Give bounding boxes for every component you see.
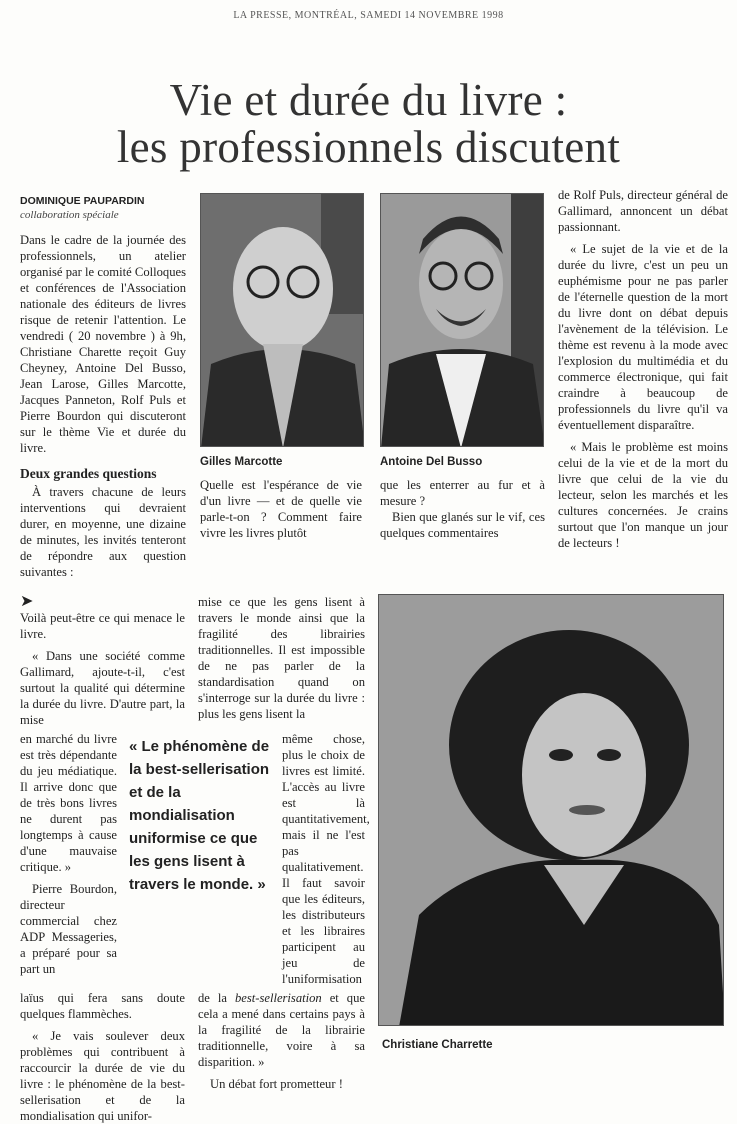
text: et que cela a mené dans certains pays à la fragilité de la librairie traditionnelle, voire à sa disparition. » — [198, 991, 365, 1069]
paragraph: « Dans une société comme Gallimard, ajoute-t-il, c'est surtout la qualité qui détermine la durée du livre. D'autre part, la mise — [20, 649, 185, 727]
headline-line-1: Vie et durée du livre : — [169, 75, 568, 125]
caption-row — [200, 455, 548, 469]
top-section — [20, 187, 728, 580]
paragraph: Dans le cadre de la journée des professionnels, un atelier organisé par le comité Colloques et conférences de l'Association nationale des éditeurs de livres risque de retenir l'attention. Le vendredi ( 20 novembre ) à 9h, Christiane Charette reçoit Guy Cheyney, Antoine Del Busso, Jean Larose, Gilles Marcotte, Jacques Panneton, Rolf Puls et Pierre Bourdon qui discuteront sur le thème Vie et durée du livre. — [20, 233, 186, 455]
paragraph: Un débat fort prometteur ! — [210, 1077, 343, 1091]
photo-caption: Antoine Del Busso — [380, 456, 483, 468]
photo-3-block — [378, 594, 724, 1052]
paragraph: « Mais le problème est moins celui de la vie et de la mort du livre que celui de la vie du lecteur, selon les marchés et les cultures concernées. Je crains surtout que l'on manque un jour de lecteurs ! — [558, 440, 728, 550]
lower-section — [20, 594, 728, 1124]
paragraph: même chose, plus le choix de livres est limité. L'accès au livre est là quantitativement, mais il ne l'est pas qualitativement. Il faut savoir que les éditeurs, les distributeurs et les libraires participent au jeu de l'uniformisation — [282, 732, 370, 986]
byline-role: collaboration spéciale — [20, 209, 119, 221]
lower-text-grid — [20, 593, 370, 1124]
photo-caption: Christiane Charrette — [382, 1039, 493, 1051]
middle-section — [200, 187, 548, 541]
subheading: Deux grandes questions — [20, 466, 157, 481]
middle-text-row — [200, 477, 548, 541]
portrait-illustration — [381, 194, 544, 447]
article-body — [20, 187, 728, 1124]
paragraph: « Le sujet de la vie et de la durée du livre, c'est un peu un euphémisme pour ne pas parler de l'éternelle question de la mort du livre dont on débat depuis l'avènement de la télévision. Le thème est revenu à la mode avec l'explosion du multimédia et du commerce électronique, qui fait craindre à beaucoup de professionnels du livre qu'il va éventuellement disparaître. — [558, 242, 728, 432]
photo-gilles-marcotte — [200, 193, 364, 447]
paragraph: en marché du livre est très dépendante du jeu médiatique. Il arrive donc que de très bons livres ne durent pas longtemps à cause d'une mauvaise critique. » — [20, 732, 117, 874]
paragraph: Bien que glanés sur le vif, ces quelques commentaires — [380, 510, 545, 540]
portrait-illustration — [379, 595, 724, 1026]
paragraph: mise ce que les gens lisent à travers le monde ainsi que la fragilité des librairies traditionnelles. Il est impossible de ne pas parler de la standardisation quand on s'interroge sur la durée du livre : plus les gens lisent la — [198, 595, 365, 721]
paragraph: laïus qui fera sans doute quelques flammèches. — [20, 991, 185, 1021]
mid-column-2 — [380, 477, 545, 541]
emphasis: best-sellerisation — [234, 991, 322, 1005]
paragraph — [198, 990, 365, 1070]
photo-caption: Gilles Marcotte — [200, 456, 283, 468]
lower-block-c — [20, 990, 185, 1124]
mid-column-1 — [200, 477, 362, 541]
text: de la — [198, 991, 235, 1005]
photo-row — [200, 193, 548, 447]
continuation-arrow-icon: ➤ — [20, 593, 34, 610]
paragraph: de Rolf Puls, directeur général de Gallimard, annoncent un débat passionnant. — [558, 188, 728, 234]
lower-block-b — [20, 731, 117, 977]
paragraph: Voilà peut-être ce qui menace le livre. — [20, 611, 185, 641]
pull-quote: « Le phénomène de la best-sellerisation et de la mondialisation uniformise ce que les gens lisent à travers le monde. » — [129, 738, 270, 893]
paragraph: que les enterrer au fur et à mesure ? — [380, 478, 545, 508]
paragraph: « Je vais soulever deux problèmes qui contribuent à raccourcir la durée de vie du livre : le phénomène de la best-sellerisation et de la mondialisation qui unifor- — [20, 1029, 185, 1123]
paragraph: Quelle est l'espérance de vie d'un livre — et de quelle vie parle-t-on ? Comment faire vivre les livres plutôt — [200, 478, 362, 540]
column-1 — [20, 187, 186, 580]
paragraph: Pierre Bourdon, directeur commercial chez ADP Messageries, a préparé pour sa part un — [20, 882, 117, 976]
lower-block-d — [198, 594, 365, 722]
lower-block-f — [198, 990, 365, 1092]
lower-block-a — [20, 594, 185, 728]
photo-christiane-charrette — [378, 594, 724, 1026]
byline-author: DOMINIQUE PAUPARDIN — [20, 195, 145, 207]
lower-block-e — [282, 731, 370, 987]
page-folio: LA PRESSE, MONTRÉAL, SAMEDI 14 NOVEMBRE 1998 — [233, 10, 504, 21]
column-1-text — [20, 232, 186, 580]
headline-line-2: les professionnels discutent — [116, 122, 621, 172]
photo-antoine-del-busso — [380, 193, 544, 447]
paragraph: À travers chacune de leurs interventions qui devraient durer, en moyenne, une dizaine de minutes, les invités tenteront de répondre aux question suivantes : — [20, 485, 186, 579]
column-4 — [558, 187, 728, 551]
portrait-illustration — [201, 194, 364, 447]
